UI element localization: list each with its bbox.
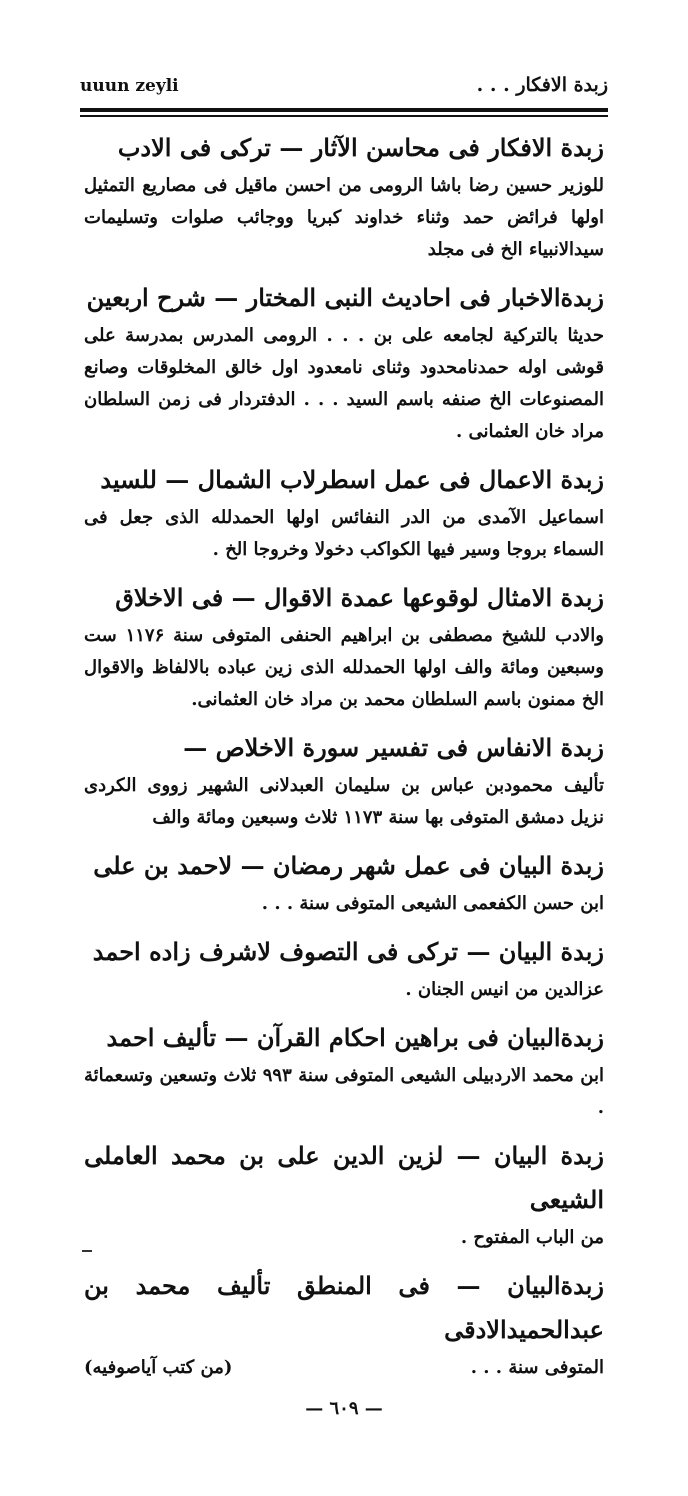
- entry-title: زبدة البیان — لزین الدین علی بن محمد العاملی الشیعی: [84, 1141, 604, 1214]
- entries-column: [84, 126, 604, 1394]
- entry-body: ابن حسن الکفعمی الشیعی المتوفی سنة . . .: [261, 893, 604, 914]
- entry: [84, 126, 604, 266]
- entry-title: زبدة الاعمال فی عمل اسطرلاب الشمال — للسید: [100, 465, 604, 494]
- entry-body: ابن محمد الاردبیلی الشیعی المتوفی سنة ۹۹۳ ثلاث وتسعین وتسعمائة .: [84, 1065, 604, 1118]
- entry-body-line: [84, 1352, 604, 1384]
- entry: [84, 1134, 604, 1254]
- margin-mark: [82, 1250, 92, 1252]
- entry: [84, 276, 604, 448]
- entry-title: زبدةالاخبار فی احادیث النبی المختار — شرح اربعین: [86, 283, 604, 312]
- entry-body: للوزیر حسین رضا باشا الرومی من احسن ماقیل فی مصاریع التمثیل اولها فرائض حمد وثناء خداوند کبریا ووجائب صلوات وتسلیمات سیدالانبیاء الخ فی مجلد: [84, 175, 604, 260]
- entry: [84, 1264, 604, 1384]
- entry-title: زبدة الافكار فی محاسن الآثار — ترکی فی الادب: [117, 133, 604, 162]
- entry-body: حدیثا بالترکیة لجامعه علی بن . . . الرومی المدرس بمدرسة علی قوشی اوله حمدنامحدود وثنای نامعدود اول خالق المخلوقات وصانع المصنوعات الخ صنفه باسم السید . . . الدفتردار فی زمن السلطان مراد خان العثمانی .: [84, 325, 604, 442]
- entry-title: زبدة الامثال لوقوعها عمدة الاقوال — فی الاخلاق: [115, 583, 604, 612]
- entry-body: عزالدین من انیس الجنان .: [405, 979, 604, 1000]
- entry-body: المتوفی سنة . . .: [470, 1357, 604, 1378]
- header-rule-thin: [80, 115, 608, 117]
- entry-body: من الباب المفتوح .: [460, 1227, 604, 1248]
- entry: [84, 458, 604, 566]
- header-left-text: uuun zeyli: [80, 76, 179, 96]
- entry: [84, 726, 604, 834]
- running-header: [80, 72, 608, 106]
- entry: [84, 1016, 604, 1124]
- entry-body: والادب للشیخ مصطفی بن ابراهیم الحنفی المتوفی سنة ۱۱۷۶ ست وسبعین ومائة والف اولها الحمدلله الذی زین عباده بالالفاظ والاقوال الخ ممنون باسم السلطان محمد بن مراد خان العثمانی.: [84, 625, 604, 710]
- entry: [84, 844, 604, 920]
- header-right-text: زبدة الافكار . . .: [476, 74, 608, 96]
- entry-title: زبدةالبیان فی براهین احکام القرآن — تألیف احمد: [106, 1023, 604, 1052]
- entry-title: زبدة الانفاس فی تفسیر سورة الاخلاص —: [183, 733, 604, 762]
- entry: [84, 930, 604, 1006]
- source-note: (من کتب آیاصوفیه): [84, 1357, 233, 1378]
- header-rule-thick: [80, 108, 608, 112]
- entry: [84, 576, 604, 716]
- entry-body: تألیف محمودبن عباس بن سلیمان العبدلانی الشهیر زووی الکردی نزیل دمشق المتوفی بها سنة ۱۱۷۳ ثلاث وسبعین ومائة والف: [84, 775, 604, 828]
- page-number: — ٦٠٩ —: [305, 1398, 383, 1419]
- entry-title: زبدة البیان فی عمل شهر رمضان — لاحمد بن علی: [93, 851, 604, 880]
- entry-title: زبدةالبیان — فی المنطق تألیف محمد بن عبدالحمیدالادقی: [84, 1271, 604, 1344]
- entry-title: زبدة البیان — ترکی فی التصوف لاشرف زاده احمد: [92, 937, 604, 966]
- entry-body: اسماعیل الآمدی من الدر النفائس اولها الحمدلله الذی جعل فی السماء بروجا وسیر فیها الکواکب دخولا وخروجا الخ .: [84, 507, 604, 560]
